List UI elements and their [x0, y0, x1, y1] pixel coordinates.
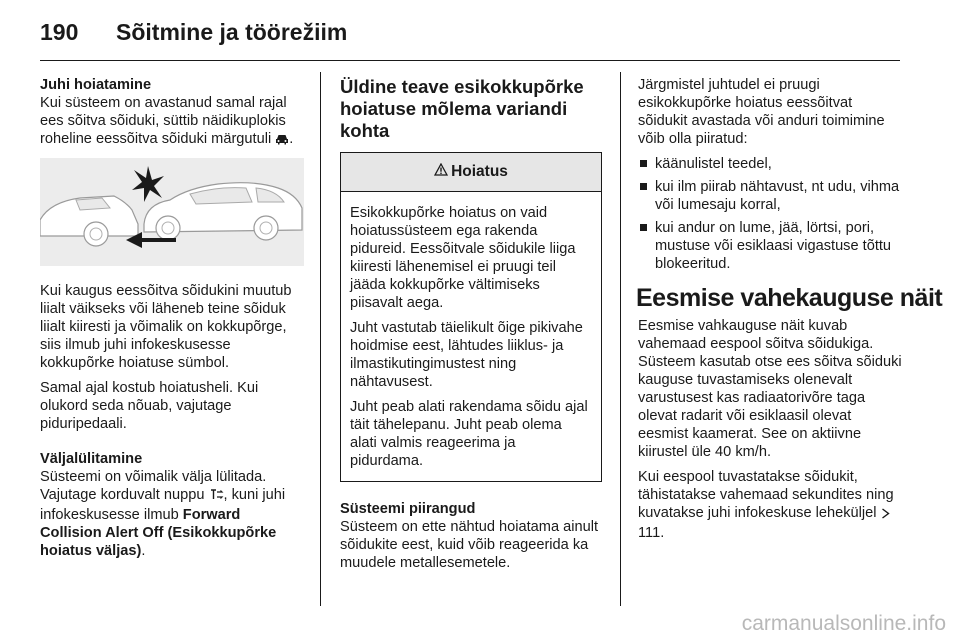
distance-display-text: Kui eespool tuvastatakse sõidukit, tähistatakse vahemaad sekundites ning kuvatakse juhi infokeskuse leheküljel 111.	[638, 469, 894, 541]
warning-triangle-icon	[434, 163, 448, 181]
watermark: carmanualsonline.info	[741, 612, 946, 635]
collision-warning-text: Kui kaugus eessõitva sõidukini muutub liialt väikseks või läheneb teine sõiduk liialt kiiresti ja võimalik on kokkupõrge, siis ilmub juhi infokeskusesse kokkupõrke hoiatuse sümbol.	[40, 283, 292, 371]
warning-text-2: Juht vastutab täielikult õige pikivahe hoidmise eest, lähtudes liiklus- ja ilmastikutingimustest ning nähtavusest.	[350, 320, 583, 390]
distance-indication-heading: Eesmise vahekauguse näit	[636, 284, 943, 312]
limitations-list	[638, 155, 902, 273]
warning-title: Hoiatus	[451, 163, 508, 180]
list-item: kui andur on lume, jää, lörtsi, pori, mustuse või esiklaasi vigastuse tõttu blokeeritud.	[638, 219, 902, 273]
limitations-intro: Järgmistel juhtudel ei pruugi esikokkupõrke hoiatus eessõitvat sõidukit avastada või anduri toimimine võib olla piiratud:	[638, 77, 885, 147]
disable-text: Süsteemi on võimalik välja lülitada. Vajutage korduvalt nuppu , kuni juhi infokeskusesse ilmub Forward Collision Alert Off (Esikokkupõrke hoiatus väljas).	[40, 469, 286, 559]
column-1	[40, 76, 304, 567]
column-2	[340, 76, 602, 579]
list-item: käänulistel teedel,	[638, 155, 902, 173]
page-reference[interactable]: 111	[638, 525, 661, 541]
warning-box	[340, 152, 602, 482]
warning-text-1: Esikokkupõrke hoiatus on vaid hoiatussüsteem ega rakenda pidureid. Eessõitvale sõidukile liiga kiiresti lähenemisel ei pruugi teil jääda kokkupõrke vältimiseks piisavalt aega.	[350, 205, 576, 311]
driver-warning-text: Kui süsteem on avastanud samal rajal ees sõitva sõiduki, süttib näidikuplokis roheline eessõitva sõiduki märgutuli .	[40, 94, 304, 150]
warning-sound-text: Samal ajal kostub hoiatusheli. Kui olukord seda nõuab, vajutage piduripedaali.	[40, 380, 259, 432]
gap-button-icon	[209, 488, 224, 506]
limits-heading: Süsteemi piirangud	[340, 501, 476, 517]
driver-warning-heading: Juhi hoiatamine	[40, 77, 152, 93]
distance-indication-text: Eesmise vahkauguse näit kuvab vahemaad eespool sõitva sõidukiga. Süsteem kasutab otse ees sõitva sõiduki kauguse tuvastamiseks olenevalt varustusest kas radiaatorivõre taga olevat radarit või esiklaasil olevat eesmist kaamerat. See on aktiivne kiirustel üle 40 km/h.	[638, 318, 902, 460]
vehicle-ahead-icon	[275, 132, 289, 150]
page-title: Sõitmine ja töörežiim	[116, 18, 348, 45]
column-divider-2	[620, 72, 621, 606]
warning-text-3: Juht peab alati rakendama sõidu ajal täit tähelepanu. Juht peab olema alati valmis reageerima ja pidurdama.	[350, 399, 588, 469]
list-item: kui ilm piirab nähtavust, nt udu, vihma või lumesaju korral,	[638, 178, 902, 214]
warning-box-header	[341, 153, 601, 192]
page-header	[40, 12, 347, 52]
page-reference-arrow-icon	[881, 506, 890, 524]
header-divider	[40, 60, 900, 61]
limits-text: Süsteem on ette nähtud hoiatama ainult sõidukite eest, kuid võib reageerida ka muudele metallesemetele.	[340, 519, 598, 571]
page-number: 190	[40, 18, 79, 45]
general-info-heading: Üldine teave esikokkupõrke hoiatuse mõlema variandi kohta	[340, 76, 584, 141]
collision-illustration	[40, 158, 304, 266]
alert-off-message: Forward Collision Alert Off (Esikokkupõrke hoiatus väljas)	[40, 507, 277, 559]
column-divider-1	[320, 72, 321, 606]
disable-heading: Väljalülitamine	[40, 451, 143, 467]
column-3	[636, 76, 943, 549]
warning-body	[341, 192, 601, 481]
